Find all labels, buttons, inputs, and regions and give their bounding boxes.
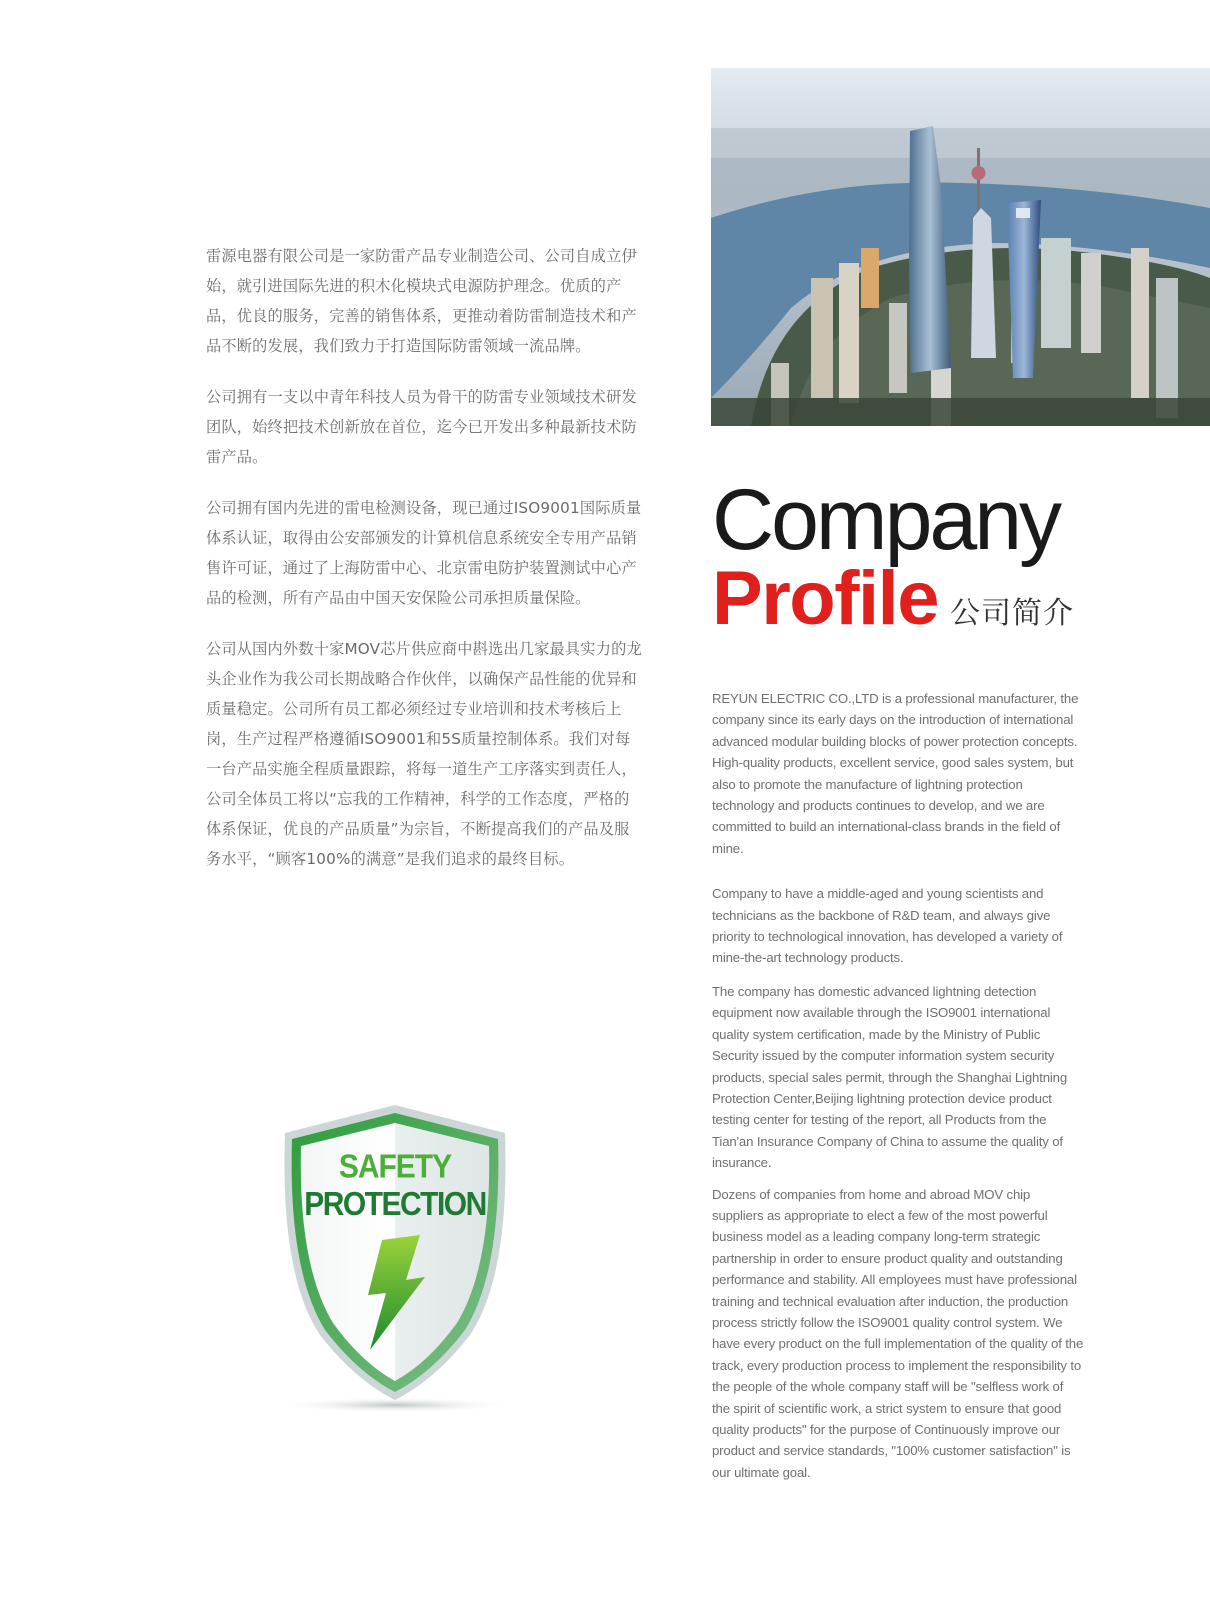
company-profile-heading <box>712 472 1074 641</box>
en-paragraph-intro: REYUN ELECTRIC CO.,LTD is a professional manufacturer, the company since its early days on the introduction of international advanced modular building blocks of power protection concepts. High-quality products, excellent service, good sales system, but also to promote the manufacture of lightning protection technology and products continues to develop, and we are committed to build an international-class brands in the field of mine. <box>712 691 1079 856</box>
chinese-text-column <box>206 241 642 895</box>
shield-text-protection: PROTECTION <box>304 1184 486 1223</box>
city-skyline-photo <box>711 68 1210 426</box>
en-paragraph-quality: Dozens of companies from home and abroad MOV chip suppliers as appropriate to elect a few of the most powerful business model as a leading company long-term strategic partnership in order to ensure product quality and outstanding performance and stability. All employees must have professional training and technical evaluation after induction, the production process strictly follow the ISO9001 quality control system. We have every product on the full implementation of the quality of the track, every production process to implement the responsibility to the people of the whole company staff will be "selfless work of the spirit of scientific work, a strict system to ensure that good quality products" for the purpose of Continuously improve our product and service standards, "100% customer satisfaction" is our ultimate goal. <box>712 1186 1084 1480</box>
cn-paragraph-intro: 雷源电器有限公司是一家防雷产品专业制造公司、公司自成立伊始，就引进国际先进的积木化模块式电源防护理念。优质的产品，优良的服务，完善的销售体系，更推动着防雷制造技术和产品不断的发展，我们致力于打造国际防雷领域一流品牌。 <box>206 247 637 355</box>
heading-profile: Profile <box>712 556 938 641</box>
cn-paragraph-team: 公司拥有一支以中青年科技人员为骨干的防雷专业领域技术研发团队，始终把技术创新放在首位，迄今已开发出多种最新技术防雷产品。 <box>206 388 637 466</box>
cn-paragraph-quality: 公司从国内外数十家MOV芯片供应商中斟选出几家最具实力的龙头企业作为我公司长期战略合作伙伴，以确保产品性能的优异和质量稳定。公司所有员工都必须经过专业培训和技术考核后上岗，生产过程严格遵循ISO9001和5S质量控制体系。我们对每一台产品实施全程质量跟踪，将每一道生产工序落实到责任人，公司全体员工将以“忘我的工作精神，科学的工作态度，严格的体系保证，优良的产品质量”为宗旨，不断提高我们的产品及服务水平，“顾客100%的满意”是我们追求的最终目标。 <box>206 640 642 868</box>
en-paragraph-team: Company to have a middle-aged and young scientists and technicians as the backbone of R&D team, and always give priority to technological innovation, has developed a variety of mine-the-art technology products. <box>712 886 1063 966</box>
cn-paragraph-certification: 公司拥有国内先进的雷电检测设备，现已通过ISO9001国际质量体系认证，取得由公安部颁发的计算机信息系统安全专用产品销售许可证，通过了上海防雷中心、北京雷电防护装置测试中心产品的检测，所有产品由中国天安保险公司承担质量保险。 <box>206 499 642 607</box>
shield-text-safety: SAFETY <box>338 1147 452 1185</box>
heading-company: Company <box>712 472 1060 568</box>
safety-protection-shield <box>270 1105 520 1415</box>
heading-subtitle-cn: 公司简介 <box>950 596 1074 631</box>
english-text-column <box>712 688 1084 1507</box>
en-paragraph-certification: The company has domestic advanced lightning detection equipment now available through the ISO9001 international quality system certification, made by the Ministry of Public Security issued by the computer information system security products, special sales permit, through the Shanghai Lightning Protection Center,Beijing lightning protection device product testing center for testing of the report, all Products from the Tian'an Insurance Company of China to assume the quality of insurance. <box>712 983 1068 1171</box>
